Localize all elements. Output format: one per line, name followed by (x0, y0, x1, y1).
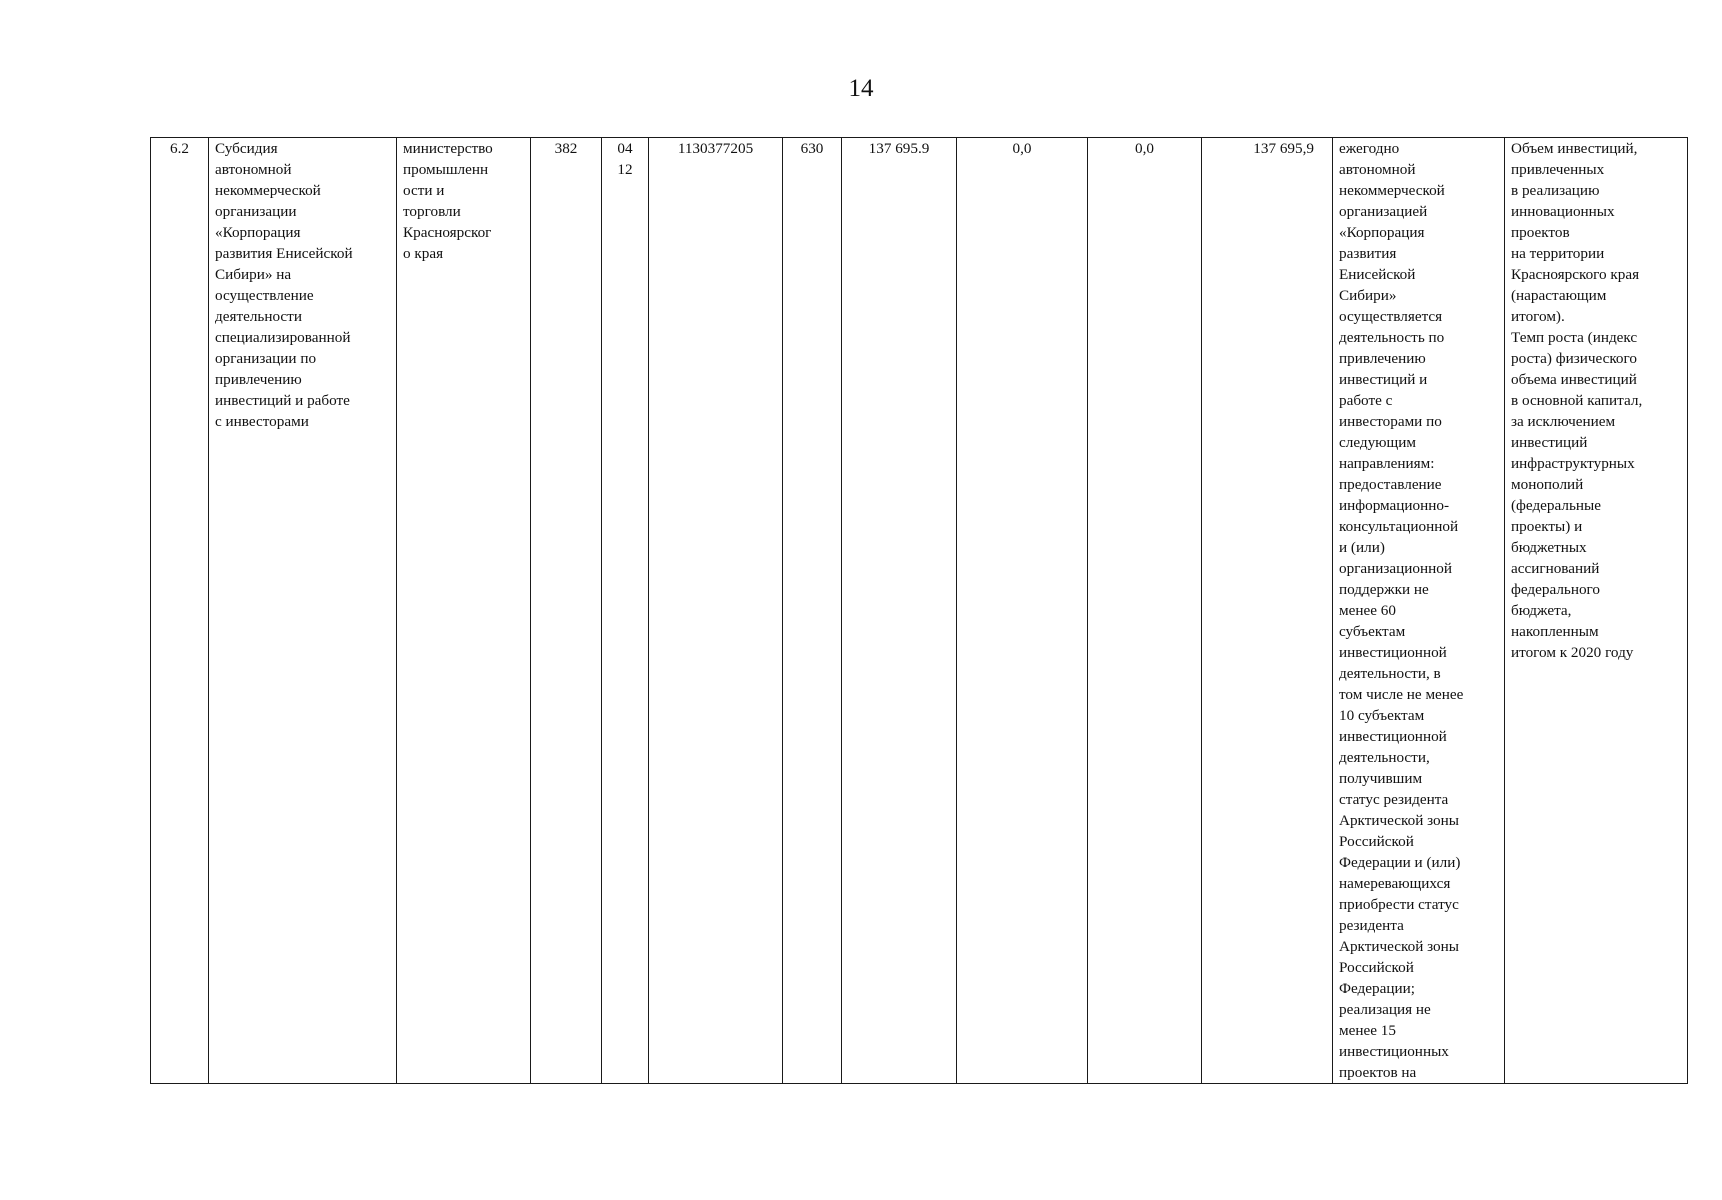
cell-text-line: проекты) и (1511, 518, 1583, 535)
grbs-code-cell: 382 (531, 138, 602, 1084)
cell-text-line: намеревающихся (1339, 875, 1451, 892)
cell-text-line: Темп роста (индекс (1511, 329, 1638, 346)
rzpr-cell (602, 138, 649, 1084)
cell-text-line: инвесторами по (1339, 413, 1442, 430)
sum-year1-cell: 137 695.9 (842, 138, 957, 1084)
cell-text-line: развития Енисейской (215, 245, 353, 262)
cell-text-line: в реализацию (1511, 182, 1600, 199)
cell-text-line: Российской (1339, 959, 1414, 976)
cell-text-line: реализация не (1339, 1001, 1431, 1018)
cell-text-line: осуществление (215, 287, 314, 304)
cell-text-line: автономной (215, 161, 292, 178)
cell-text-line: бюджетных (1511, 539, 1587, 556)
cell-text-line: инвестиционной (1339, 728, 1447, 745)
cell-text-line: инвестиций и (1339, 371, 1428, 388)
cell-text-line: министерство (403, 140, 493, 157)
cell-text-line: (нарастающим (1511, 287, 1607, 304)
cell-text-line: организации (215, 203, 297, 220)
sum-year3-cell: 0,0 (1088, 138, 1202, 1084)
item-number-cell: 6.2 (151, 138, 209, 1084)
expected-result-cell (1333, 138, 1505, 1084)
cell-text-line: ассигнований (1511, 560, 1600, 577)
cell-text-line: Российской (1339, 833, 1414, 850)
cell-text-line: «Корпорация (215, 224, 301, 241)
cell-text-line: Енисейской (1339, 266, 1416, 283)
cell-text-line: менее 15 (1339, 1022, 1396, 1039)
cell-text-line: работе с (1339, 392, 1393, 409)
grbs-name-cell (397, 138, 531, 1084)
cell-text-line: Арктической зоны (1339, 938, 1459, 955)
cell-text-line: торговли (403, 203, 461, 220)
cell-text-line: менее 60 (1339, 602, 1396, 619)
cell-text-line: Сибири» на (215, 266, 292, 283)
cell-text-line: организацией (1339, 203, 1428, 220)
cell-text-line: инвестиций и работе (215, 392, 350, 409)
budget-table (150, 137, 1688, 1084)
cell-text-line: инвестиций (1511, 434, 1588, 451)
cell-text-line: направлениям: (1339, 455, 1435, 472)
measure-name-cell (209, 138, 397, 1084)
cell-text-line: бюджета, (1511, 602, 1572, 619)
cell-text-line: инвестиционных (1339, 1043, 1449, 1060)
cell-text-line: деятельности (215, 308, 302, 325)
cell-text-line: Красноярского края (1511, 266, 1640, 283)
cell-text-line: монополий (1511, 476, 1584, 493)
cell-text-line: осуществляется (1339, 308, 1443, 325)
vr-cell: 630 (783, 138, 842, 1084)
cell-text-line: роста) физического (1511, 350, 1637, 367)
cell-text-line: следующим (1339, 434, 1416, 451)
cell-text-line: деятельность по (1339, 329, 1445, 346)
cell-text-line: предоставление (1339, 476, 1442, 493)
cell-text-line: субъектам (1339, 623, 1406, 640)
cell-text-line: специализированной (215, 329, 351, 346)
cell-text-line: накопленным (1511, 623, 1599, 640)
cell-text-line: проектов (1511, 224, 1570, 241)
page-number: 14 (848, 75, 874, 102)
cell-text-line: Сибири» (1339, 287, 1397, 304)
cell-text-line: статус резидента (1339, 791, 1449, 808)
cell-text-line: получившим (1339, 770, 1423, 787)
cell-text-line: Объем инвестиций, (1511, 140, 1638, 157)
cell-text-line: деятельности, (1339, 749, 1430, 766)
cell-text-line: 04 (617, 140, 633, 157)
total-sum-cell: 137 695,9 (1202, 138, 1333, 1084)
cell-text-line: том числе не менее (1339, 686, 1464, 703)
cell-text-line: (федеральные (1511, 497, 1601, 514)
cell-text-line: промышленн (403, 161, 489, 178)
cell-text-line: Федерации и (или) (1339, 854, 1461, 871)
cell-text-line: некоммерческой (1339, 182, 1445, 199)
cell-text-line: организационной (1339, 560, 1452, 577)
cell-text-line: привлечению (1339, 350, 1426, 367)
cell-text-line: автономной (1339, 161, 1416, 178)
cell-text-line: инвестиционной (1339, 644, 1447, 661)
csr-cell: 1130377205 (649, 138, 783, 1084)
cell-text-line: поддержки не (1339, 581, 1429, 598)
cell-text-line: в основной капитал, (1511, 392, 1643, 409)
cell-text-line: некоммерческой (215, 182, 321, 199)
cell-text-line: приобрести статус (1339, 896, 1459, 913)
cell-text-line: инфраструктурных (1511, 455, 1635, 472)
cell-text-line: федерального (1511, 581, 1600, 598)
cell-text-line: и (или) (1339, 539, 1385, 556)
cell-text-line: с инвесторами (215, 413, 309, 430)
cell-text-line: резидента (1339, 917, 1404, 934)
cell-text-line: Федерации; (1339, 980, 1415, 997)
cell-text-line: инновационных (1511, 203, 1615, 220)
cell-text-line: о края (403, 245, 444, 262)
cell-text-line: Арктической зоны (1339, 812, 1459, 829)
cell-text-line: привлеченных (1511, 161, 1605, 178)
cell-text-line: за исключением (1511, 413, 1616, 430)
cell-text-line: объема инвестиций (1511, 371, 1637, 388)
sum-year2-cell: 0,0 (957, 138, 1088, 1084)
cell-text-line: развития (1339, 245, 1397, 262)
cell-text-line: Красноярског (403, 224, 492, 241)
indicator-cell (1505, 138, 1688, 1084)
cell-text-line: итогом к 2020 году (1511, 644, 1634, 661)
cell-text-line: «Корпорация (1339, 224, 1425, 241)
cell-text-line: итогом). (1511, 308, 1565, 325)
cell-text-line: 12 (617, 161, 633, 178)
cell-text-line: привлечению (215, 371, 302, 388)
cell-text-line: на территории (1511, 245, 1605, 262)
cell-text-line: ости и (403, 182, 445, 199)
cell-text-line: консультационной (1339, 518, 1459, 535)
cell-text-line: информационно- (1339, 497, 1450, 514)
cell-text-line: деятельности, в (1339, 665, 1441, 682)
cell-text-line: Субсидия (215, 140, 278, 157)
cell-text-line: организации по (215, 350, 317, 367)
cell-text-line: 10 субъектам (1339, 707, 1425, 724)
cell-text-line: ежегодно (1339, 140, 1400, 157)
table-row (151, 138, 1688, 1084)
cell-text-line: проектов на (1339, 1064, 1417, 1081)
